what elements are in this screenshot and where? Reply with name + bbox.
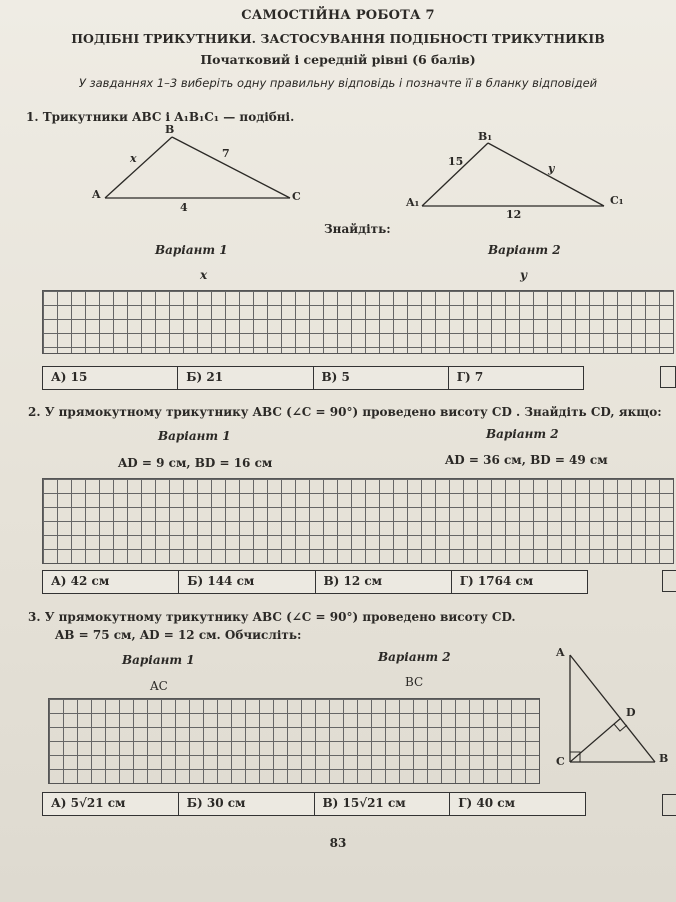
worksheet-title: САМОСТІЙНА РОБОТА 7 bbox=[241, 8, 435, 23]
tri1-label-c: C bbox=[292, 190, 301, 203]
task3-variant2-label: Варіант 2 bbox=[378, 650, 451, 664]
task3-answer-a[interactable]: А) 5√21 см bbox=[43, 793, 179, 815]
task3-question: 3. У прямокутному трикутнику ABC (∠C = 90°) проведено висоту CD. bbox=[28, 610, 516, 624]
task1-answer-a[interactable]: А) 15 bbox=[43, 367, 178, 389]
tri2-label-b: B₁ bbox=[478, 130, 493, 143]
tri2-side-ab: 15 bbox=[448, 155, 464, 168]
fig-label-b: B bbox=[659, 752, 669, 765]
task1-variant2-label: Варіант 2 bbox=[488, 243, 561, 257]
fig-label-a: A bbox=[556, 646, 565, 659]
task2-answer-g[interactable]: Г) 1764 см bbox=[459, 574, 534, 588]
task3-answer-box[interactable] bbox=[662, 794, 676, 816]
task3-answer-v[interactable]: В) 15√21 см bbox=[315, 793, 451, 815]
worksheet-subtitle: ПОДІБНІ ТРИКУТНИКИ. ЗАСТОСУВАННЯ ПОДІБНОСТІ ТРИКУТНИКІВ bbox=[71, 31, 605, 46]
tri1-side-bc: 7 bbox=[222, 147, 230, 160]
tri2-label-c: C₁ bbox=[610, 194, 624, 207]
task1-answer-v[interactable]: В) 5 bbox=[314, 367, 449, 389]
tri2-side-ac: 12 bbox=[506, 208, 522, 221]
tri1-label-b: B bbox=[165, 123, 175, 136]
tri2-label-a: A₁ bbox=[406, 196, 420, 209]
task2-variant1-value: AD = 9 см, BD = 16 см bbox=[118, 456, 273, 470]
task3-question-line2: AB = 75 см, AD = 12 см. Обчисліть: bbox=[55, 628, 302, 642]
task1-variant2-value: y bbox=[520, 268, 527, 282]
tri1-side-ac: 4 bbox=[180, 201, 188, 214]
task2-variant1-label: Варіант 1 bbox=[158, 429, 231, 443]
task2-answer-v[interactable]: В) 12 см bbox=[316, 571, 452, 593]
task3-variant2-value: BC bbox=[405, 675, 424, 689]
task2-answer-a[interactable]: А) 42 см bbox=[43, 571, 179, 593]
task2-answer-b[interactable]: Б) 144 см bbox=[179, 571, 315, 593]
task1-answer-b[interactable]: Б) 21 bbox=[178, 367, 313, 389]
task3-answer-row bbox=[42, 792, 586, 816]
page-number: 83 bbox=[329, 836, 347, 850]
instruction-text: У завданнях 1–3 виберіть одну правильну відповідь і позначте її в бланку відповідей bbox=[78, 76, 598, 90]
task3-variant1-label: Варіант 1 bbox=[122, 653, 195, 667]
level-heading: Початковий і середній рівні (6 балів) bbox=[200, 52, 476, 67]
task3-answer-b[interactable]: Б) 30 см bbox=[179, 793, 315, 815]
task1-answer-g[interactable]: Г) 7 bbox=[456, 370, 484, 384]
task2-variant2-value: AD = 36 см, BD = 49 см bbox=[445, 453, 608, 467]
task3-answer-g[interactable]: Г) 40 см bbox=[458, 796, 515, 810]
tri2-side-bc: y bbox=[548, 162, 555, 175]
task3-variant1-value: AC bbox=[150, 679, 168, 693]
task1-find-label: Знайдіть: bbox=[324, 222, 391, 236]
task1-variant1-value: x bbox=[200, 268, 208, 282]
task1-variant1-label: Варіант 1 bbox=[155, 243, 228, 257]
task1-question: 1. Трикутники ABC і A₁B₁C₁ — подібні. bbox=[26, 110, 295, 124]
tri1-label-a: A bbox=[92, 188, 101, 201]
tri1-side-ab: x bbox=[130, 152, 137, 165]
task2-variant2-label: Варіант 2 bbox=[486, 427, 559, 441]
fig-label-c: C bbox=[556, 755, 565, 768]
fig-label-d: D bbox=[626, 706, 636, 719]
task2-question: 2. У прямокутному трикутнику ABC (∠C = 90°) проведено висоту CD . Знайдіть CD, якщо: bbox=[28, 405, 662, 419]
